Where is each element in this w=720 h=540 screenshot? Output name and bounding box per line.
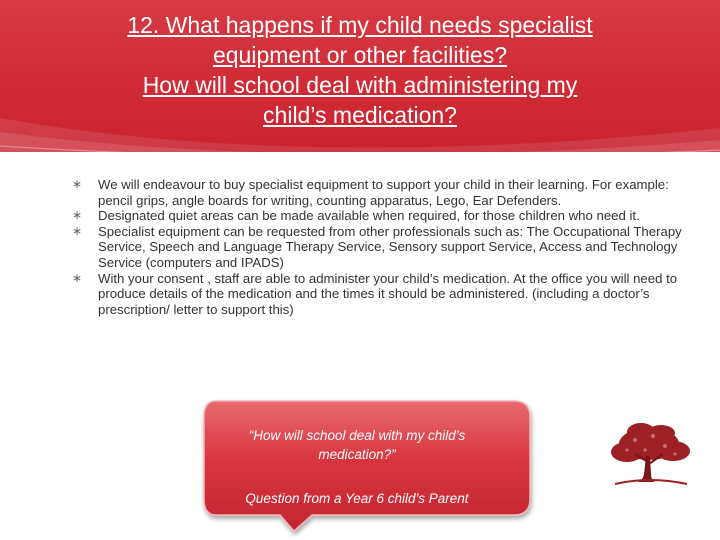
bullet-text: We will endeavour to buy specialist equipment to support your child in their learning. For example: pencil grips, angle boards for writing, counting apparatus, Lego, Ear Defenders.	[98, 177, 669, 208]
title-line-4: child’s medication?	[263, 102, 457, 128]
bullet-list	[72, 177, 682, 317]
callout-source: Question from a Year 6 child’s Parent	[245, 491, 469, 506]
bullet-star-icon: ∗	[72, 223, 83, 238]
bullet-star-icon: ∗	[72, 270, 83, 285]
callout-quote: “How will school deal with my child’s medication?”	[248, 428, 466, 462]
bullet-star-icon: ∗	[72, 208, 83, 223]
bullet-item	[72, 271, 682, 318]
bullet-item	[72, 224, 682, 271]
slide-title	[20, 10, 700, 130]
bullet-text: Specialist equipment can be requested from other professionals such as: The Occupational Therapy Service, Speech and Language Therapy Service, Sensory support Service, Access and Technology Service (computers and IPADS)	[98, 223, 682, 270]
bullet-text: Designated quiet areas can be made available when required, for those children who need it.	[98, 208, 640, 224]
bullet-item	[72, 208, 682, 224]
tree-logo-icon	[605, 418, 695, 498]
title-line-1: 12. What happens if my child needs specialist	[127, 12, 593, 38]
bullet-item	[72, 177, 682, 208]
bullet-star-icon: ∗	[72, 177, 83, 191]
speech-callout	[200, 397, 540, 537]
bullet-text: With your consent , staff are able to administer your child’s medication. At the office you will need to produce details of the medication and the times it should be administered. (including a doctor’s prescription/ letter to support this)	[98, 270, 678, 317]
title-line-2: equipment or other facilities?	[212, 42, 508, 68]
title-line-3: How will school deal with administering my	[142, 72, 578, 98]
